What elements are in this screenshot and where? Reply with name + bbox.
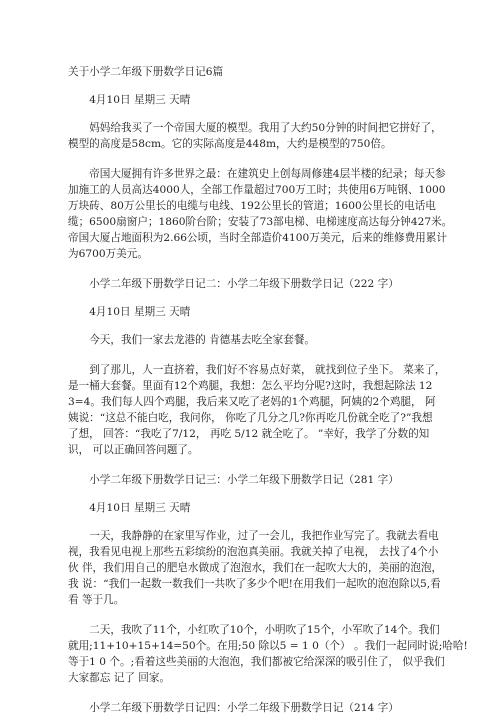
section-heading: 小学二年级下册数学日记四：小学二年级下册数学日记（214 字） xyxy=(89,702,399,714)
text-line: 了想， 回答：“我吃了7/12， 再吃 5/12 就全吃了。 ”幸好，我学了分数的知 xyxy=(68,428,430,440)
text-line: 伙 伴，我们用自己的肥皂水做成了泡泡水，我们在一起吹大大的，美丽的泡泡， xyxy=(68,562,443,574)
text-line: 帝国大厦占地面积为2.66公顷，当时全部造价4100万美元，后来的维修费用累计 xyxy=(68,232,447,244)
section-heading: 小学二年级下册数学日记二：小学二年级下册数学日记（222 字） xyxy=(89,278,399,290)
section-heading: 小学二年级下册数学日记三：小学二年级下册数学日记（281 字） xyxy=(89,474,399,486)
text-line: 视，我看见电视上那些五彩缤纷的泡泡真美丽。我就关掉了电视， 去找了4个小 xyxy=(68,546,439,558)
text-line: 妈妈给我买了一个帝国大厦的模型。我用了大约50分钟的时间把它拼好了， xyxy=(89,122,442,134)
diary-date: 4月10日 星期三 天晴 xyxy=(89,306,191,318)
paragraph xyxy=(68,528,443,608)
text-line: 加施工的人员高达4000人，全部工作量超过700万工时；共使用6万吨钢、1000 xyxy=(68,184,446,196)
text-line: 识， 可以正确回答问题了。 xyxy=(68,444,199,456)
diary-date: 4月10日 星期三 天晴 xyxy=(89,502,191,514)
text-line: 到了那儿，人一直挤着，我们好不容易点好菜， 就找到位子坐下。 菜来了， xyxy=(89,364,446,376)
text-line: 一天，我静静的在家里写作业，过了一会儿，我把作业写完了。我就去看电 xyxy=(89,530,439,542)
text-line: 帝国大厦拥有许多世界之最：在建筑史上创每周修建4层半楼的纪录；每天参 xyxy=(89,168,446,180)
text-line: 缆；6500扇窗户；1860阶台阶；安装了73部电梯、电梯速度高达每分钟427米。 xyxy=(68,216,453,228)
text-line: 等于1 0 个。;看着这些美丽的大泡泡，我们都被它给深深的吸引住了， 似乎我们 xyxy=(68,656,445,668)
text-line: 就用;11+10+15+14=50个。在用;50 除以5 = 1 0（个） 。我们一起同时说;哈哈! xyxy=(68,640,468,652)
text-line: 二天，我吹了11个，小红吹了10个，小明吹了15个，小军吹了14个。我们 xyxy=(89,624,440,636)
text-line: 大家都忘 记了 回家。 xyxy=(68,672,171,684)
paragraph xyxy=(68,622,468,686)
text-line: 我 说：“我们一起数一数我们一共吹了多少个吧!在用我们一起吹的泡泡除以5,看 xyxy=(68,578,441,590)
paragraph xyxy=(68,362,446,458)
text-line: 是一桶大套餐。里面有12个鸡腿，我想：怎么平均分呢?这时，我想起除法 12 xyxy=(68,380,433,392)
diary-date: 4月10日 星期三 天晴 xyxy=(89,94,191,106)
text-line: 为6700万美元。 xyxy=(68,248,148,260)
paragraph xyxy=(68,120,442,152)
paragraph xyxy=(68,332,438,348)
text-line: 模型的高度是58cm。它的实际高度是448m，大约是模型的750倍。 xyxy=(68,138,392,150)
paragraph xyxy=(68,166,453,262)
text-line: 姨说：“这总不能白吃，我问你， 你吃了几分之几?你再吃几份就全吃了?”我想 xyxy=(68,412,433,424)
text-line: 今天，我们一家去龙港的 肯德基去吃全家套餐。 xyxy=(89,334,316,346)
document-title: 关于小学二年级下册数学日记6篇 xyxy=(68,66,224,78)
text-line: 3=4。我们每人四个鸡腿，我后来又吃了老妈的1个鸡腿，阿姨的2个鸡腿， 阿 xyxy=(68,396,436,408)
text-line: 看 等于几。 xyxy=(68,594,125,606)
text-line: 万块砖、80万公里长的电缆与电线、192公里长的管道；1600公里长的电话电 xyxy=(68,200,436,212)
